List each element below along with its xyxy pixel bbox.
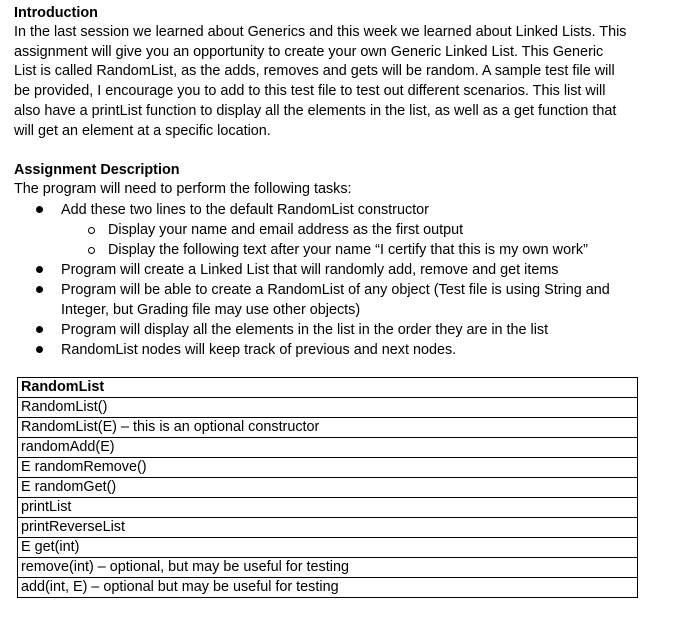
table-cell: RandomList() xyxy=(18,398,638,418)
table-cell: remove(int) – optional, but may be useful for testing xyxy=(18,558,638,578)
uml-class-title: RandomList xyxy=(18,378,638,398)
intro-line: be provided, I encourage you to add to this test file to test out different scenarios. This list will xyxy=(14,83,606,100)
list-item-text: Program will create a Linked List that will randomly add, remove and get items xyxy=(61,261,559,278)
table-cell: randomAdd(E) xyxy=(18,438,638,458)
list-item-text-continued: Integer, but Grading file may use other objects) xyxy=(61,301,361,318)
intro-line: List is called RandomList, as the adds, removes and gets will be random. A sample test file will xyxy=(14,63,615,80)
table-cell: E randomRemove() xyxy=(18,458,638,478)
sub-list-item-text: Display the following text after your name “I certify that this is my own work” xyxy=(108,241,588,258)
intro-line: In the last session we learned about Generics and this week we learned about Linked Lists. This xyxy=(14,24,627,40)
sub-list-item xyxy=(14,220,644,240)
list-item-text: Add these two lines to the default RandomList constructor xyxy=(61,201,429,218)
list-item-text: RandomList nodes will keep track of previous and next nodes. xyxy=(61,341,457,358)
document-body xyxy=(14,3,644,360)
list-item xyxy=(14,200,644,260)
table-cell: printReverseList xyxy=(18,518,638,538)
assignment-intro: The program will need to perform the following tasks: xyxy=(14,181,352,198)
table-row xyxy=(18,418,638,438)
sub-list-item xyxy=(14,240,644,260)
table-row xyxy=(18,398,638,418)
list-item xyxy=(14,340,644,360)
list-item xyxy=(14,280,644,320)
table-cell: RandomList(E) – this is an optional constructor xyxy=(18,418,638,438)
intro-line: will get an element at a specific location. xyxy=(14,122,271,139)
introduction-paragraph xyxy=(14,23,644,141)
bullet-icon xyxy=(36,286,43,293)
table-header-row xyxy=(18,378,638,398)
table-row xyxy=(18,578,638,598)
task-list xyxy=(14,200,644,360)
bullet-icon xyxy=(36,346,43,353)
table-row xyxy=(18,438,638,458)
list-item xyxy=(14,320,644,340)
list-item-text: Program will display all the elements in the list in the order they are in the list xyxy=(61,321,549,338)
table-row xyxy=(18,498,638,518)
introduction-heading: Introduction xyxy=(14,5,98,21)
bullet-icon xyxy=(36,206,43,213)
sub-list xyxy=(61,220,644,260)
intro-line: assignment will give you an opportunity to create your own Generic Linked List. This Generic xyxy=(14,43,604,60)
list-item-text: Program will be able to create a RandomList of any object (Test file is using String and xyxy=(61,281,610,298)
table-cell: printList xyxy=(18,498,638,518)
sub-list-item-text: Display your name and email address as the first output xyxy=(108,221,464,238)
bullet-icon xyxy=(36,266,43,273)
table-row xyxy=(18,458,638,478)
hollow-bullet-icon xyxy=(88,247,95,254)
hollow-bullet-icon xyxy=(88,227,95,234)
table-cell: E get(int) xyxy=(18,538,638,558)
table-row xyxy=(18,518,638,538)
intro-line: also have a printList function to display all the elements in the list, as well as a get function that xyxy=(14,102,617,119)
assignment-heading: Assignment Description xyxy=(14,162,180,179)
uml-class-table xyxy=(17,377,638,598)
list-item xyxy=(14,260,644,280)
table-cell: E randomGet() xyxy=(18,478,638,498)
table-row xyxy=(18,478,638,498)
table-row xyxy=(18,538,638,558)
bullet-icon xyxy=(36,326,43,333)
table-cell: add(int, E) – optional but may be useful for testing xyxy=(18,578,638,598)
table-row xyxy=(18,558,638,578)
